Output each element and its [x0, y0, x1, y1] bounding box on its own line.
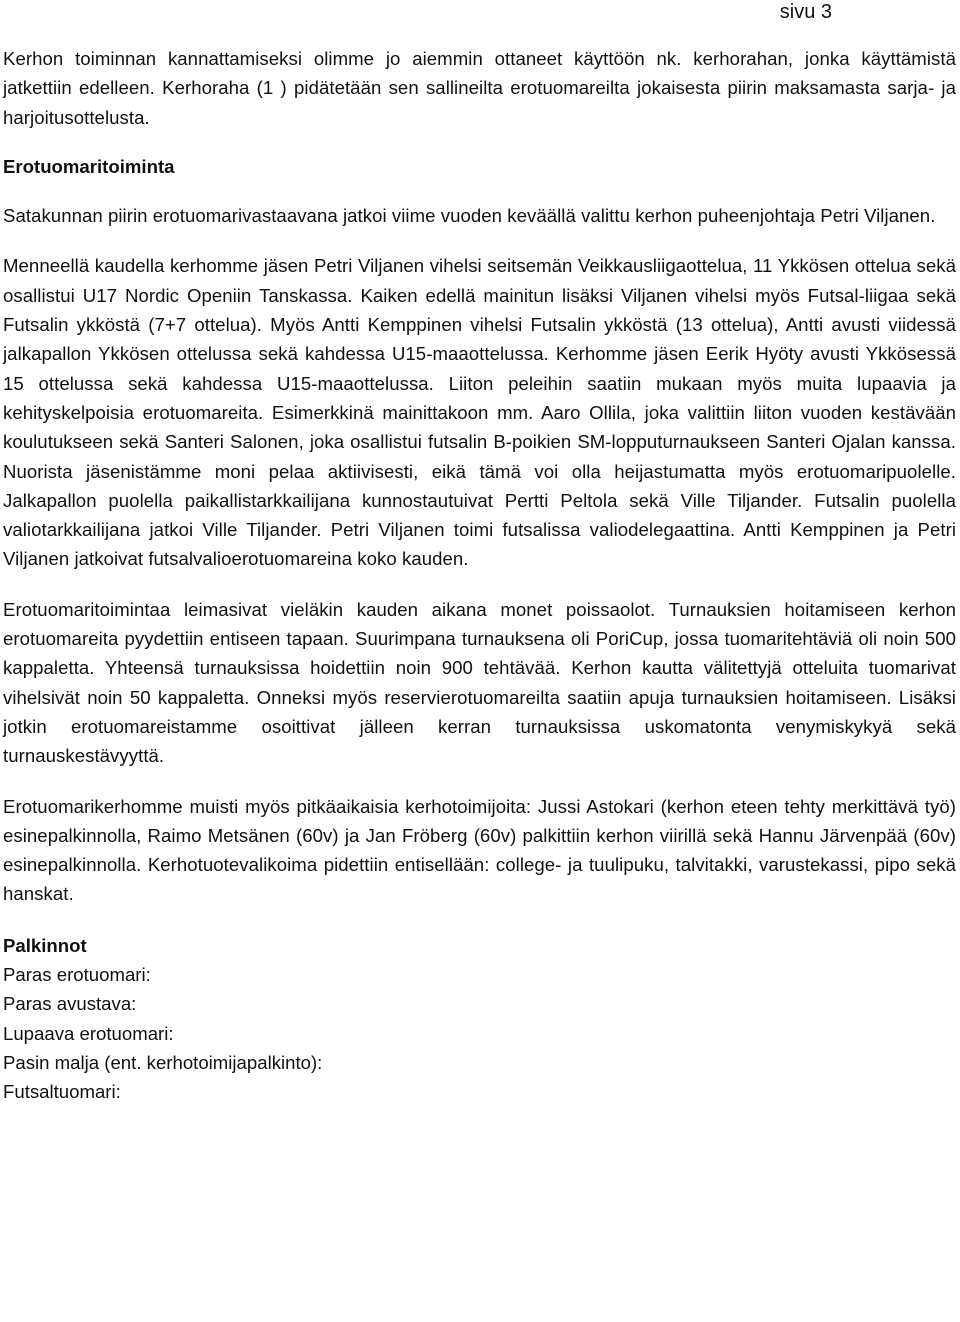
award-label-pasin-malja: Pasin malja (ent. kerhotoimijapalkinto): [3, 1051, 323, 1073]
award-label-paras-erotuomari: Paras erotuomari: [3, 964, 151, 986]
award-label-futsaltuomari: Futsaltuomari: [3, 1081, 121, 1103]
paragraph-turnaukset: Erotuomaritoimintaa leimasivat vieläkin kauden aikana monet poissaolot. Turnauksien hoitamiseen kerhon erotuomareita pyydettiin entiseen tapaan. Suurimpana turnauksena oli PoriCup, jossa tuomaritehtäviä oli noin 500 kappaletta. Yhteensä turnauksissa hoidettiin noin 900 tehtävää. Kerhon kautta välitettyjä otteluita tuomarivat vihelsivät noin 50 kappaletta. Onneksi myös reservierotuomareilta saatiin apuja turnauksien hoitamiseen. Lisäksi jotkin erotuomareistamme osoittivat jälleen kerran turnauksissa uskomatonta venymiskykyä sekä turnauskestävyyttä. [3, 598, 956, 767]
section-heading-erotuomaritoiminta: Erotuomaritoiminta [3, 155, 175, 177]
section-heading-palkinnot: Palkinnot [3, 934, 87, 956]
award-label-paras-avustava: Paras avustava: [3, 993, 137, 1015]
award-label-lupaava-erotuomari: Lupaava erotuomari: [3, 1022, 174, 1044]
intro-paragraph: Kerhon toiminnan kannattamiseksi olimme jo aiemmin ottaneet käyttöön nk. kerhorahan, jonka käyttämistä jatkettiin edelleen. Kerhoraha (1 ) pidätetään sen sallineilta erotuomareilta jokaisesta piirin maksamasta sarja- ja harjoitusottelusta. [3, 48, 956, 128]
paragraph-muistamiset: Erotuomarikerhomme muisti myös pitkäaikaisia kerhotoimijoita: Jussi Astokari (kerhon eteen tehty merkittävä työ) esinepalkinnolla, Raimo Metsänen (60v) ja Jan Fröberg (60v) palkittiin kerhon viirillä sekä Hannu Järvenpää (60v) esinepalkinnolla. Kerhotuotevalikoima pidettiin entisellään: college- ja tuulipuku, talvitakki, varustekassi, pipo sekä hanskat. [3, 795, 956, 905]
document-body [3, 44, 956, 1107]
paragraph-kausi: Menneellä kaudella kerhomme jäsen Petri Viljanen vihelsi seitsemän Veikkausliigaottelua, 11 Ykkösen ottelua sekä osallistui U17 Nordic Openiin Tanskassa. Kaiken edellä mainitun lisäksi Viljanen vihelsi myös Futsal-liigaa sekä Futsalin ykköstä (7+7 ottelua). Myös Antti Kemppinen vihelsi Futsalin ykköstä (13 ottelua), Antti avusti viidessä jalkapallon Ykkösen ottelussa sekä kahdessa U15-maaottelussa. Kerhomme jäsen Eerik Hyöty avusti Ykkösessä 15 ottelussa sekä kahdessa U15-maaottelussa. Liiton peleihin saatiin mukaan myös muita lupaavia ja kehityskelpoisia erotuomareita. Esimerkkinä mainittakoon mm. Aaro Ollila, joka valittiin liiton vuoden kestävään koulutukseen sekä Santeri Salonen, joka osallistui futsalin B-poikien SM-lopputurnaukseen Santeri Ojalan kanssa. Nuorista jäsenistämme moni pelaa aktiivisesti, eikä tämä voi olla heijastumatta myös erotuomaripuolelle. Jalkapallon puolella paikallistarkkailijana kunnostautuivat Pertti Peltola sekä Ville Tiljander. Futsalin puolella valiotarkkailijana jatkoi Ville Tiljander. Petri Viljanen toimi futsalissa valiodelegaattina. Antti Kemppinen ja Petri Viljanen jatkoivat futsalvalioerotuomareina koko kauden. [3, 255, 956, 570]
page-number: sivu 3 [779, 1, 832, 23]
paragraph-piirin-vastaava: Satakunnan piirin erotuomarivastaavana jatkoi viime vuoden keväällä valittu kerhon puheenjohtaja Petri Viljanen. [3, 205, 936, 227]
